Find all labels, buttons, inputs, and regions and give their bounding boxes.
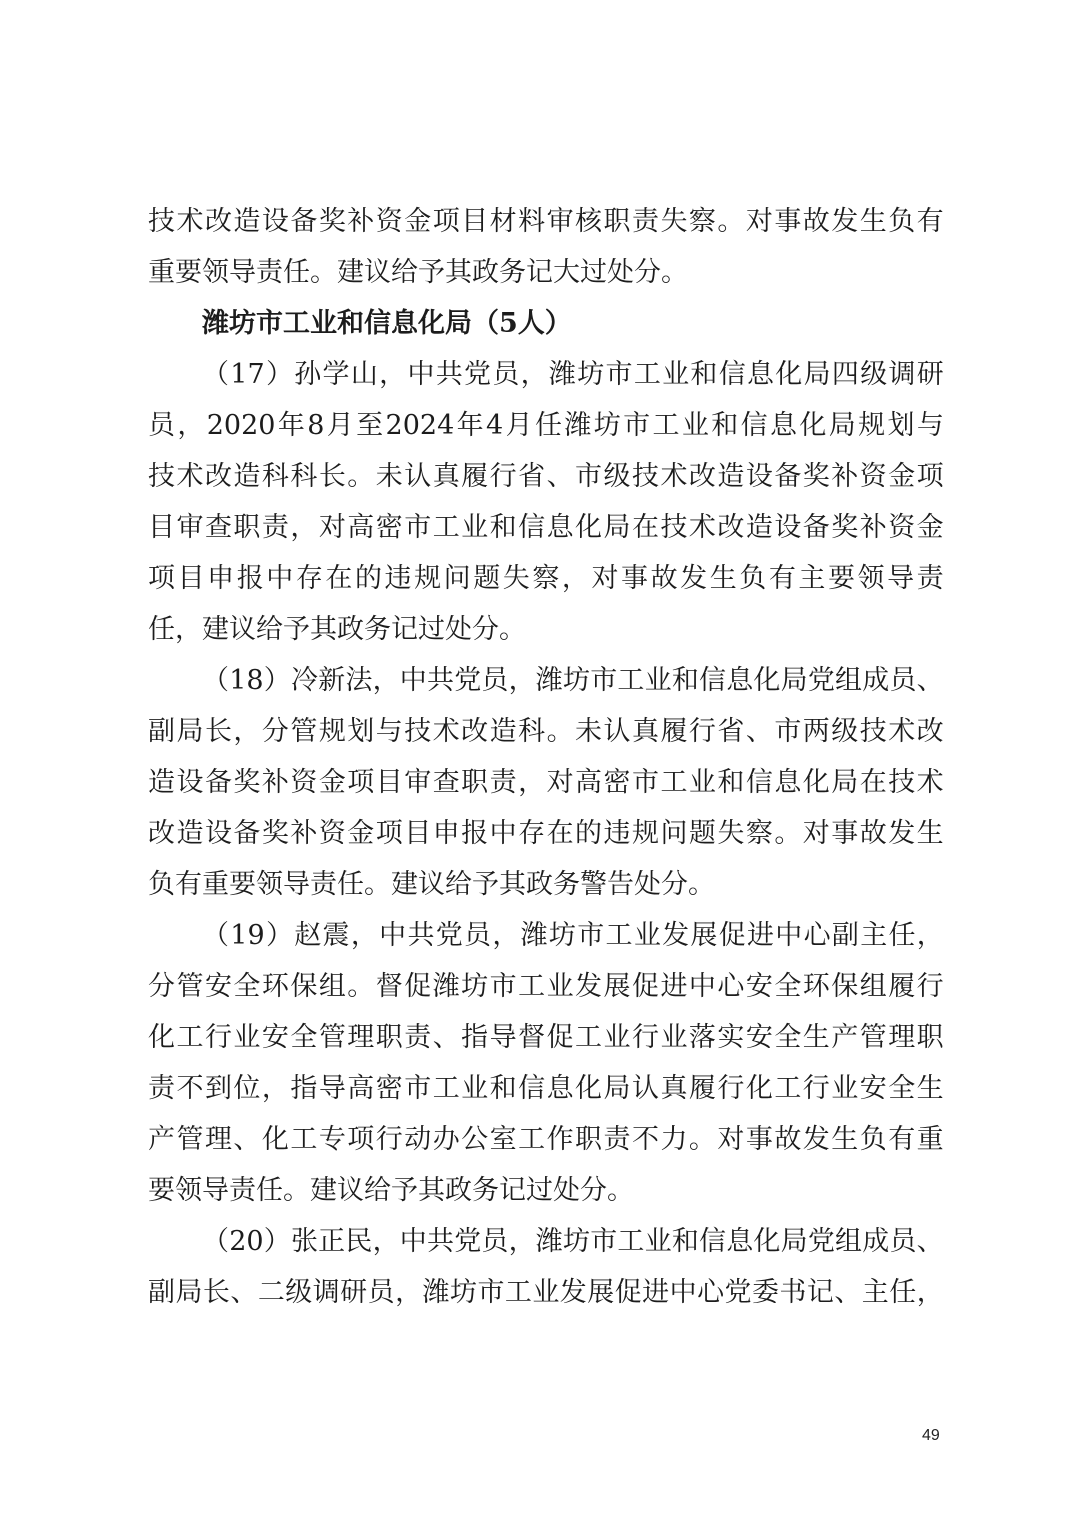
text-line: 造 设 备 奖 补 资 金 项 目 审 查 职 责 ， 对 高 密 市 工 业 和 信 息 化 局 在 技 术 — [148, 767, 944, 798]
text-line: 技 术 改 造 科 科 长 。 未 认 真 履 行 省 、 市 级 技 术 改 造 设 备 奖 补 资 金 项 — [148, 461, 944, 492]
text-line: 化 工 行 业 安 全 管 理 职 责 、 指 导 督 促 工 业 行 业 落 实 安 全 生 产 管 理 职 — [148, 1022, 944, 1053]
text-line: 分 管 安 全 环 保 组 。 督 促 潍 坊 市 工 业 发 展 促 进 中 心 安 全 环 保 组 履 行 — [148, 971, 944, 1002]
text-line: 重要领导责任。建议给予其政务记大过处分。 — [148, 257, 688, 288]
text-line: 目 审 查 职 责 ， 对 高 密 市 工 业 和 信 息 化 局 在 技 术 改 造 设 备 奖 补 资 金 — [148, 512, 944, 543]
text-line: 改 造 设 备 奖 补 资 金 项 目 申 报 中 存 在 的 违 规 问 题 失 察 。 对 事 故 发 生 — [148, 818, 944, 849]
text-line: （ 18 ） 冷 新 法 ， 中 共 党 员 ， 潍 坊 市 工 业 和 信 息 化 局 党 组 成 员 、 — [202, 665, 944, 696]
text-line: 产 管 理 、 化 工 专 项 行 动 办 公 室 工 作 职 责 不 力 。 对 事 故 发 生 负 有 重 — [148, 1124, 944, 1155]
text-line: 项 目 申 报 中 存 在 的 违 规 问 题 失 察 ， 对 事 故 发 生 负 有 主 要 领 导 责 — [148, 563, 944, 594]
text-line: 任，建议给予其政务记过处分。 — [148, 614, 526, 645]
text-line: 负有重要领导责任。建议给予其政务警告处分。 — [148, 869, 715, 900]
text-line: （ 19 ） 赵 震 ， 中 共 党 员 ， 潍 坊 市 工 业 发 展 促 进 中 心 副 主 任 ， — [202, 920, 944, 951]
text-line: （ 20 ） 张 正 民 ， 中 共 党 员 ， 潍 坊 市 工 业 和 信 息 化 局 党 组 成 员 、 — [202, 1226, 944, 1257]
text-line: 副 局 长 、 二 级 调 研 员 ， 潍 坊 市 工 业 发 展 促 进 中 心 党 委 书 记 、 主 任 ， — [148, 1277, 944, 1308]
text-line: 责 不 到 位 ， 指 导 高 密 市 工 业 和 信 息 化 局 认 真 履 行 化 工 行 业 安 全 生 — [148, 1073, 944, 1104]
text-line: 员 ， 2020 年 8 月 至 2024 年 4 月 任 潍 坊 市 工 业 和 信 息 化 局 规 划 与 — [148, 410, 944, 441]
section-heading: 潍坊市工业和信息化局（5人） — [202, 308, 572, 339]
page-number: 49 — [922, 1427, 940, 1444]
text-line: （ 17 ） 孙 学 山 ， 中 共 党 员 ， 潍 坊 市 工 业 和 信 息 化 局 四 级 调 研 — [202, 359, 944, 390]
text-line: 副 局 长 ， 分 管 规 划 与 技 术 改 造 科 。 未 认 真 履 行 省 、 市 两 级 技 术 改 — [148, 716, 944, 747]
text-line: 要领导责任。建议给予其政务记过处分。 — [148, 1175, 634, 1206]
text-line: 技 术 改 造 设 备 奖 补 资 金 项 目 材 料 审 核 职 责 失 察 。 对 事 故 发 生 负 有 — [148, 206, 944, 237]
